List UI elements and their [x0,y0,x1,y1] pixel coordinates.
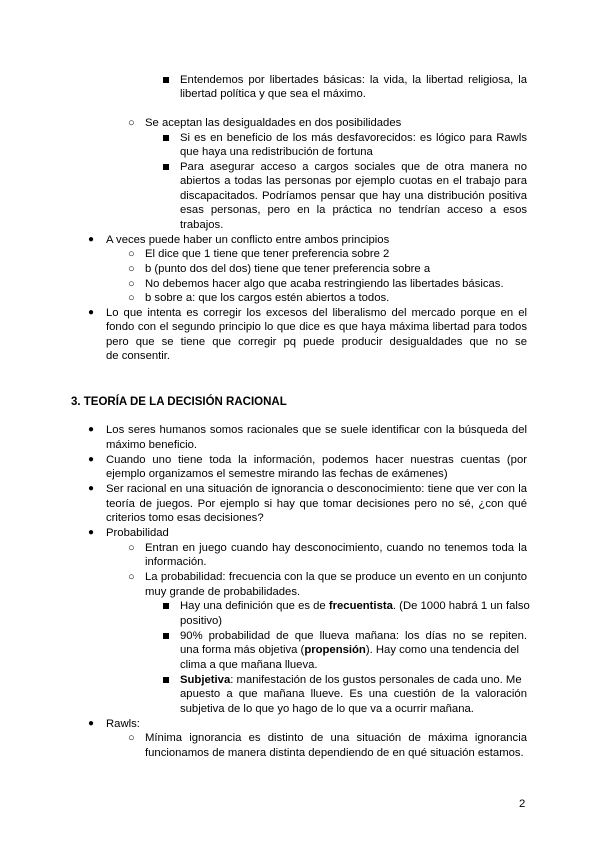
square-bullet-icon [163,77,169,83]
list-item-continuation: trabajos. [180,219,224,231]
list-item-text: b (punto dos del dos) tiene que tener preferencia sobre a [145,263,431,275]
list-item-continuation: apuesto a que mañana llueve. Es una cuestión de la valoración [180,688,527,700]
list-item-continuation: teoría de juegos. Por ejemplo si hay que tomar decisiones pero no sé, ¿con qué [106,498,527,510]
list-item-continuation: información. [145,556,207,568]
list-item-text: Entran en juego cuando hay desconocimiento, cuando no tenemos toda la [145,542,527,554]
disc-bullet-icon: ● [88,234,95,245]
disc-bullet-icon: ● [88,454,95,465]
list-item-text: Los seres humanos somos racionales que se suele identificar con la búsqueda del [106,424,527,436]
list-item-continuation: ejemplo organizamos el semestre mirando las fechas de exámenes) [106,468,448,480]
text-segment: ). Hay como una tendencia del [365,644,520,656]
list-item-continuation: funcionamos de manera distinta dependiendo de en qué situación estamos. [145,747,524,759]
text-segment: : manifestación de los gustos personales de cada uno. Me [230,674,522,686]
circle-bullet-icon: ○ [128,292,135,304]
list-item-continuation: fondo con el segundo principio lo que dice es que haya máxima libertad para todos [106,321,527,333]
list-item-continuation: discapacitados. Podríamos pensar que hay una distribución positiva [180,190,527,202]
circle-bullet-icon: ○ [128,248,135,260]
square-bullet-icon [163,135,169,141]
list-item-continuation: de consentir. [106,350,171,362]
list-item-text [180,599,530,613]
list-item-text [180,673,522,687]
text-segment: Hay una definición que es de [180,600,329,612]
list-item-text: Mínima ignorancia es distinto de una situación de máxima ignorancia [145,732,527,744]
bold-term: propensión [304,644,366,656]
list-item-continuation: criterios tomo esas decisiones? [106,512,264,524]
list-item-continuation: subjetiva de lo que yo hago de lo que va a ocurrir mañana. [180,703,474,715]
list-item-continuation: libertad política y que sea el máximo. [180,88,366,100]
list-item-continuation: abiertos a todas las personas por ejemplo cuotas en el trabajo para [180,175,527,187]
bold-term: frecuentista [328,600,393,612]
circle-bullet-icon: ○ [128,542,135,554]
list-item-text: b sobre a: que los cargos estén abiertos a todos. [145,292,390,304]
circle-bullet-icon: ○ [128,117,135,129]
disc-bullet-icon: ● [88,307,95,318]
list-item-text: Entendemos por libertades básicas: la vida, la libertad religiosa, la [180,74,527,86]
list-item-text: 90% probabilidad de que llueva mañana: los días no se repiten. [180,630,527,642]
list-item-text: La probabilidad: frecuencia con la que se produce un evento en un conjunto [145,571,527,583]
list-item-continuation: positivo) [180,615,223,627]
text-segment: una forma más objetiva ( [180,644,305,656]
disc-bullet-icon: ● [88,424,95,435]
page-number: 2 [519,798,526,810]
circle-bullet-icon: ○ [128,263,135,275]
list-item-continuation: muy grande de probabilidades. [145,586,301,598]
list-item-continuation [180,643,519,657]
square-bullet-icon [163,677,169,683]
list-item-text: El dice que 1 tiene que tener preferencia sobre 2 [145,248,390,260]
list-item-text: Probabilidad [106,527,169,539]
list-item-text: Se aceptan las desigualdades en dos posibilidades [145,117,402,129]
list-item-text: Ser racional en una situación de ignorancia o desconocimiento: tiene que ver con la [106,483,527,495]
list-item-text: Si es en beneficio de los más desfavorecidos: es lógico para Rawls [180,132,527,144]
list-item-text: Lo que intenta es corregir los excesos del liberalismo del mercado porque en el [106,307,527,319]
circle-bullet-icon: ○ [128,571,135,583]
circle-bullet-icon: ○ [128,732,135,744]
list-item-continuation: que haya una redistribución de fortuna [180,146,373,158]
list-item-text: A veces puede haber un conflicto entre ambos principios [106,234,390,246]
square-bullet-icon [163,633,169,639]
square-bullet-icon [163,164,169,170]
bold-term: Subjetiva [180,674,231,686]
disc-bullet-icon: ● [88,483,95,494]
list-item-continuation: esas personas, pero en la práctica no tendrían acceso a esos [180,204,527,216]
text-segment: . (De 1000 habrá 1 un falso [392,600,530,612]
square-bullet-icon [163,603,169,609]
list-item-continuation: pero que se tiene que corregir pq puede producir desigualdades que no se [106,336,527,348]
list-item-continuation: máximo beneficio. [106,439,198,451]
list-item-text: No debemos hacer algo que acaba restringiendo las libertades básicas. [145,278,504,290]
circle-bullet-icon: ○ [128,278,135,290]
section-heading: 3. TEORÍA DE LA DECISIÓN RACIONAL [71,396,287,408]
list-item-text: Para asegurar acceso a cargos sociales que de otra manera no [180,161,527,173]
disc-bullet-icon: ● [88,527,95,538]
list-item-text: Cuando uno tiene toda la información, podemos hacer nuestras cuentas (por [106,454,527,466]
list-item-text: Rawls: [106,718,140,730]
list-item-continuation: clima a que mañana llueva. [180,659,318,671]
disc-bullet-icon: ● [88,718,95,729]
